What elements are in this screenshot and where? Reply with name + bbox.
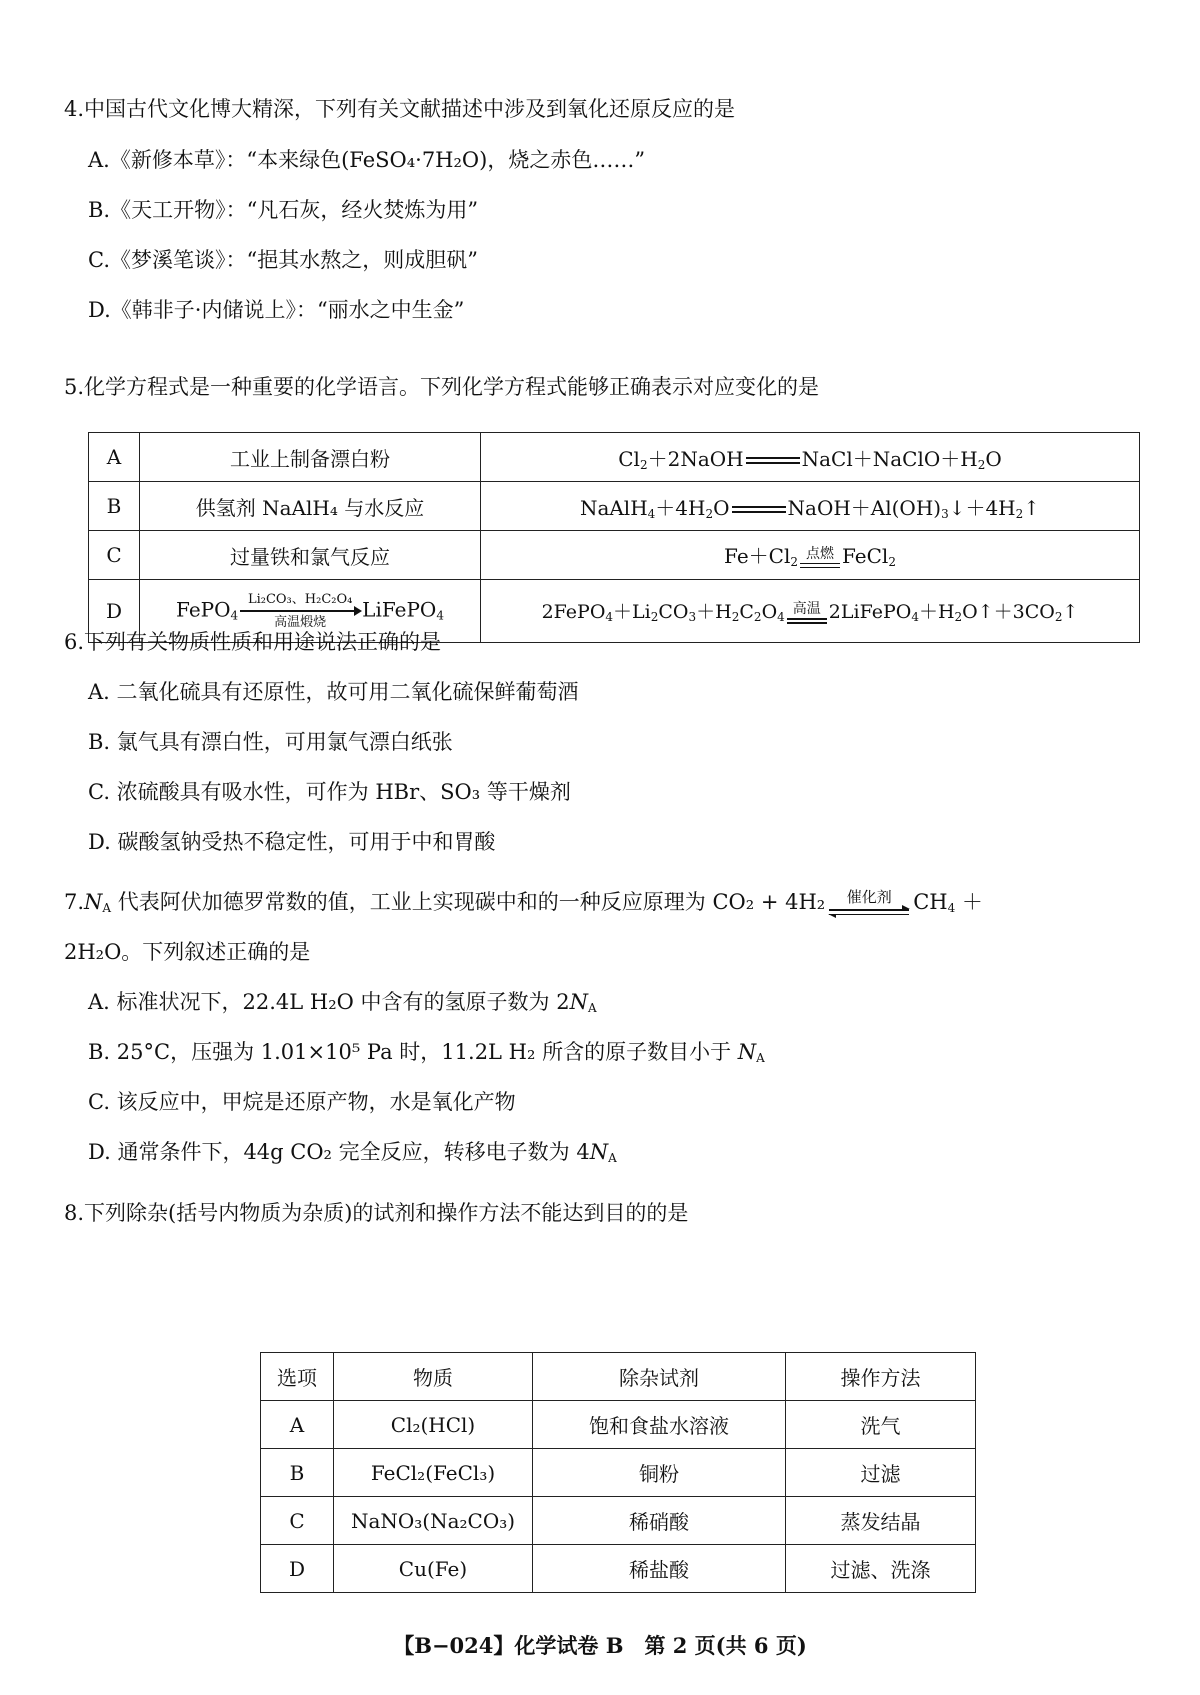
table-cell: FeCl₂(FeCl₃) [334,1449,533,1497]
table-cell: A [261,1401,334,1449]
q4-option-c: C.《梦溪笔谈》：“挹其水熬之，则成胆矾” [88,248,478,272]
q7-option-b: B. 25°C，压强为 1.01×10⁵ Pa 时，11.2L H₂ 所含的原子数目小于 $N_A$ [88,1040,765,1065]
q6-option-c: C. 浓硫酸具有吸水性，可作为 HBr、SO₃ 等干燥剂 [88,780,571,804]
q4-option-d: D.《韩非子·内储说上》：“丽水之中生金” [88,298,465,322]
table-cell: 铜粉 [533,1449,786,1497]
description-cell: 过量铁和氯气反应 [140,531,481,580]
q7-option-d: D. 通常条件下，44g CO₂ 完全反应，转移电子数为 $4N_A$ [88,1140,617,1165]
q5-stem: 5.化学方程式是一种重要的化学语言。下列化学方程式能够正确表示对应变化的是 [64,375,820,399]
q4-option-a: A.《新修本草》：“本来绿色(FeSO₄·7H₂O)，烧之赤色……” [88,148,646,172]
table-cell: C [261,1497,334,1545]
q4-option-b: B.《天工开物》：“凡石灰，经火焚炼为用” [88,198,479,222]
equation-cell: $NaAlH_4+4H_2O$ $NaOH+Al(OH)_3↓+4H_2↑$ [481,482,1140,531]
option-cell: D [89,580,140,643]
table-cell: NaNO₃(Na₂CO₃) [334,1497,533,1545]
header-cell: 物质 [334,1353,533,1401]
description-cell: 供氢剂 NaAlH₄ 与水反应 [140,482,481,531]
q7-option-a-text: A. 标准状况下，22.4L H₂O 中含有的氢原子数为 2 [88,990,570,1014]
table-row [89,482,1140,531]
table-cell: 洗气 [786,1401,976,1449]
q6-stem: 6.下列有关物质性质和用途说法正确的是 [64,630,442,654]
table-row [261,1449,976,1497]
q7-stem: $7.N_A$ 代表阿伏加德罗常数的值，工业上实现碳中和的一种反应原理为 CO₂ + 4H₂ 催化剂 $CH_4$ ＋ [64,888,983,915]
table-cell: 稀盐酸 [533,1545,786,1593]
page-footer: 【B−024】化学试卷 B 第 2 页(共 6 页) [393,1633,807,1658]
table-cell: D [261,1545,334,1593]
table-cell: Cl₂(HCl) [334,1401,533,1449]
q4-stem: 4.中国古代文化博大精深，下列有关文献描述中涉及到氧化还原反应的是 [64,97,736,121]
table-cell: B [261,1449,334,1497]
option-cell: A [89,433,140,482]
equation-cell: $Fe+Cl_2$ 点燃 FeCl$_2$ [481,531,1140,580]
q8-stem: 8.下列除杂(括号内物质为杂质)的试剂和操作方法不能达到目的的是 [64,1201,689,1225]
table-header-row [261,1353,976,1401]
option-cell: B [89,482,140,531]
q7-option-c: C. 该反应中，甲烷是还原产物，水是氧化产物 [88,1090,516,1114]
condition-label: 高温煅烧 [274,615,327,630]
table-cell: 过滤 [786,1449,976,1497]
table-row [261,1497,976,1545]
catalyst-label: 催化剂 [846,888,892,906]
equation-cell: $Cl_2+2NaOH$ $NaCl+NaClO+H_2O$ [481,433,1140,482]
table-row [89,531,1140,580]
q8-table [260,1352,976,1593]
condition-label: 点燃 [806,545,834,562]
q6-option-b: B. 氯气具有漂白性，可用氯气漂白纸张 [88,730,453,754]
table-cell: Cu(Fe) [334,1545,533,1593]
table-cell: 饱和食盐水溶液 [533,1401,786,1449]
q6-option-d: D. 碳酸氢钠受热不稳定性，可用于中和胃酸 [88,830,496,854]
q5-table [88,432,1140,643]
table-row [261,1545,976,1593]
description-cell: FePO$_4$ Li₂CO₃、H₂C₂O₄ 高温煅烧 LiFePO$_4$ [140,580,481,643]
equation-cell: $2FePO_4+Li_2CO_3+H_2C_2O_4$ 高温 $2LiFePO_4+H_2O↑+3CO_2↑$ [481,580,1140,643]
header-cell: 除杂试剂 [533,1353,786,1401]
q7-stem-cont: 2H₂O。下列叙述正确的是 [64,940,311,964]
q7-option-d-text: D. 通常条件下，44g CO₂ 完全反应，转移电子数为 4 [88,1140,590,1164]
table-row [89,433,1140,482]
table-cell: 过滤、洗涤 [786,1545,976,1593]
table-row [261,1401,976,1449]
q7-option-a: A. 标准状况下，22.4L H₂O 中含有的氢原子数为 $2N_A$ [88,990,597,1015]
condition-label: Li₂CO₃、H₂C₂O₄ [247,592,353,607]
description-cell: 工业上制备漂白粉 [140,433,481,482]
header-cell: 操作方法 [786,1353,976,1401]
condition-label: 高温 [792,601,821,617]
table-cell: 稀硝酸 [533,1497,786,1545]
q7-option-b-text: B. 25°C，压强为 1.01×10⁵ Pa 时，11.2L H₂ 所含的原子数目小于 [88,1040,732,1064]
header-cell: 选项 [261,1353,334,1401]
option-cell: C [89,531,140,580]
q6-option-a: A. 二氧化硫具有还原性，故可用二氧化硫保鲜葡萄酒 [88,680,579,704]
table-cell: 蒸发结晶 [786,1497,976,1545]
q7-stem-text: 代表阿伏加德罗常数的值，工业上实现碳中和的一种反应原理为 CO₂ + 4H₂ [117,890,826,914]
